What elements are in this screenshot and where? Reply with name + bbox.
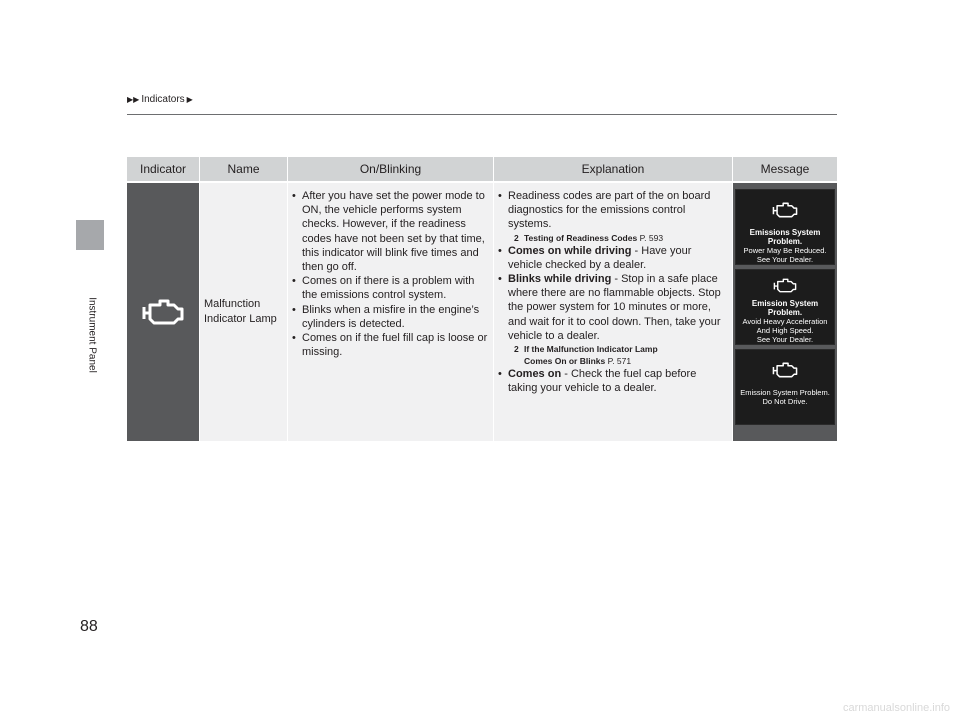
cross-reference-link[interactable] — [508, 343, 728, 367]
indicator-cell — [127, 183, 200, 441]
message-line: Power May Be Reduced. — [743, 246, 827, 255]
message-line: And High Speed. — [756, 326, 814, 335]
check-engine-icon — [771, 196, 799, 224]
reference-arrow-icon: 2 — [514, 232, 519, 243]
reference-page: P. 571 — [607, 356, 632, 367]
header-name: Name — [200, 157, 288, 181]
chapter-label: Instrument Panel — [86, 297, 98, 373]
reference-title: If the Malfunction Indicator Lamp — [524, 344, 658, 355]
explanation-text: - Check the fuel cap before taking your vehicle to a dealer. — [508, 368, 697, 395]
watermark: carmanualsonline.info — [842, 702, 950, 714]
check-engine-icon — [771, 276, 799, 295]
explanation-item — [498, 244, 728, 272]
indicator-table — [127, 157, 837, 441]
explanation-bold: Comes on while driving — [508, 244, 632, 257]
reference-arrow-icon: 2 — [514, 344, 519, 355]
explanation-bold: Comes on — [508, 368, 562, 381]
breadcrumb-arrow-icon: ▶ — [186, 95, 193, 104]
message-screen — [735, 189, 835, 265]
message-line: See Your Dealer. — [756, 255, 814, 264]
header-message: Message — [760, 162, 810, 176]
breadcrumb-arrow-icon: ▶▶ — [127, 95, 140, 104]
on-blinking-item: • After you have set the power mode to ON, the vehicle performs system checks. However, if the readiness codes have not been set by that time, this indicator will blink five times and then go off. — [292, 189, 489, 274]
on-blinking-item: • Blinks when a misfire in the engine’s cylinders is detected. — [292, 303, 489, 331]
message-line: Do Not Drive. — [762, 397, 808, 406]
cross-reference-link[interactable] — [508, 232, 728, 244]
check-engine-icon — [140, 295, 186, 329]
chapter-tab — [76, 220, 104, 250]
message-line: Emission System Problem. — [751, 299, 819, 317]
explanation-item — [498, 189, 728, 244]
reference-title: Comes On or Blinks — [524, 356, 606, 367]
message-screen — [735, 269, 835, 345]
explanation-text: Readiness codes are part of the on board diagnostics for the emissions control systems. — [508, 190, 711, 231]
page-number: 88 — [80, 618, 98, 635]
on-blinking-cell — [288, 183, 494, 441]
name-line-1: Malfunction — [204, 298, 261, 310]
explanation-bold: Blinks while driving — [508, 273, 612, 286]
explanation-text: - Stop in a safe place where there are no flammable objects. Stop the power system for 10 minutes or more, and wait for it to cool down. Then, take your vehicle to a dealer. — [508, 273, 721, 342]
message-screen — [735, 349, 835, 425]
explanation-item — [498, 272, 728, 367]
explanation-text: - Have your vehicle checked by a dealer. — [508, 244, 692, 271]
header-explanation: Explanation — [494, 157, 733, 181]
name-cell — [200, 183, 288, 441]
breadcrumb-section[interactable]: Indicators — [141, 94, 185, 105]
reference-page: P. 593 — [639, 232, 664, 243]
on-blinking-item: • Comes on if there is a problem with the emissions control system. — [292, 274, 489, 302]
table-row — [127, 183, 837, 441]
breadcrumb — [127, 94, 193, 105]
header-indicator: Indicator — [127, 157, 200, 181]
name-line-2: Indicator Lamp — [204, 313, 277, 325]
header-rule — [127, 114, 837, 115]
message-cell — [733, 183, 837, 441]
reference-title: Testing of Readiness Codes — [524, 232, 638, 243]
header-on-blinking: On/Blinking — [288, 157, 494, 181]
message-line: Emissions System Problem. — [749, 228, 821, 246]
table-header-row — [127, 157, 837, 181]
message-line: Avoid Heavy Acceleration — [742, 317, 828, 326]
message-line: Emission System Problem. — [740, 388, 830, 397]
explanation-cell — [494, 183, 733, 441]
on-blinking-item: • Comes on if the fuel fill cap is loose or missing. — [292, 331, 489, 359]
message-line: See Your Dealer. — [756, 335, 814, 344]
explanation-item — [498, 367, 728, 395]
check-engine-icon — [771, 356, 799, 384]
